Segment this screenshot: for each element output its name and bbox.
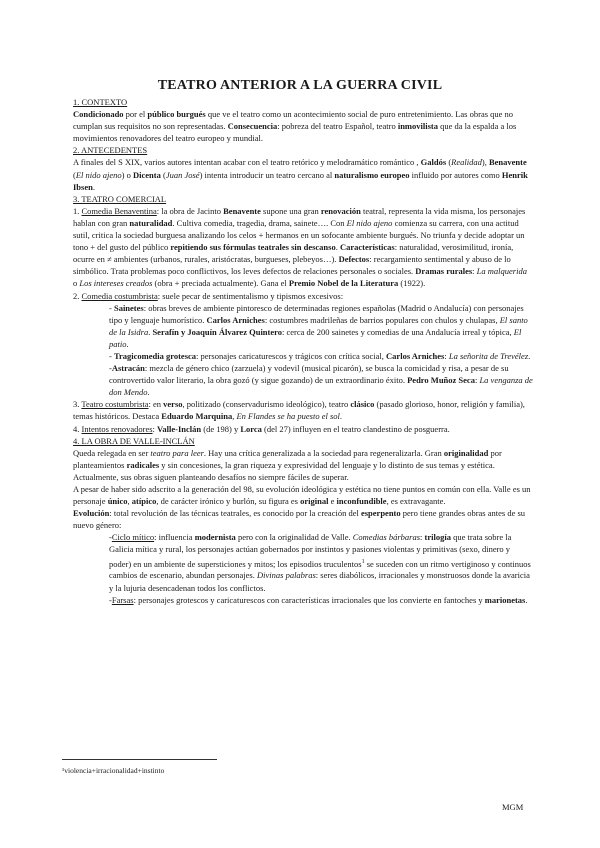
paragraph-contexto: Condicionado por el público burgués que ve el teatro como un acontecimiento social de puro entretenimiento. Las obras que no cumplan sus requisitos no son representadas. Consecuencia: pobreza del teatro Español, teatro inmovilista que da la espalda a los movimientos renovadores del teatro europeo y mundial. <box>73 109 517 144</box>
paragraph-intentos-renovadores: 4. Intentos renovadores: Valle-Inclán (de 198) y Lorca (del 27) influyen en el teatro clandestino de posguerra. <box>73 423 450 434</box>
section-heading-contexto: 1. CONTEXTO <box>73 97 128 107</box>
paragraph-teatro-costumbrista: 3. Teatro costumbrista: en verso, politizado (conservadurismo ideológico), teatro clásico (pasado glorioso, honor, religión y familia), temas históricos. Destaca Eduardo Marquina, En Flandes se ha puesto el sol. <box>73 399 525 422</box>
paragraph-farsas: -Farsas: personajes grotescos y caricaturescos con características irracionales que los convierte en fantoches y marionetas. <box>109 594 528 605</box>
section-heading-teatro-comercial: 3. TEATRO COMERCIAL <box>73 193 167 204</box>
section-heading-antecedentes: 2. ANTECEDENTES <box>73 145 148 156</box>
document-body <box>73 96 533 606</box>
paragraph-antecedentes: A finales del S XIX, varios autores intentan acabar con el teatro retórico y melodramático romántico , Galdós (Realidad), Benavente (El nido ajeno) o Dicenta (Juan José) intenta introducir un teatro cercano al naturalismo europeo influido por autores como Henrik Ibsen. <box>73 157 528 192</box>
paragraph-comedia-costumbrista: 2. Comedia costumbrista: suele pecar de sentimentalismo y tipismos excesivos: <box>73 290 344 301</box>
footnote-separator <box>62 759 217 760</box>
paragraph-comedia-benaventina: 1. Comedia Benaventina: la obra de Jacinto Benavente supone una gran renovación teatral, representa la vida misma, los personajes hablan con gran naturalidad. Cultiva comedia, tragedia, drama, sainete…. Con El nido ajeno comienza su carrera, con una actitud sutil, critica la sociedad burguesa analizando los celos + hermanos en un sofocante ambiente burgués. No triunfa y decide adoptar un tono + del gusto del público repitiendo sus fórmulas teatrales sin descanso. Características: naturalidad, verosimilitud, ironía, ocurre en ≠ ambientes (urbanos, rurales, aristócratas, burgueses, plebeyos…). Defectos: recargamiento sentimental y abuso de lo simbólico. Trata problemas poco conflictivos, los leves defectos de relaciones personales o sociales. Dramas rurales: La malquerida o Los intereses creados (obra + preciada actualmente). Gana el Premio Nobel de la Literatura (1922). <box>73 205 527 289</box>
paragraph-valle-evolucion: Evolución: total revolución de las técnicas teatrales, es conocido por la creación del esperpento pero tiene grandes obras antes de su nuevo género: <box>73 508 526 531</box>
paragraph-valle-intro: Queda relegada en ser teatro para leer. Hay una crítica generalizada a la sociedad para regeneralizarla. Gran originalidad por planteamientos radicales y sin concesiones, la gran riqueza y expresividad del lenguaje y lo distinto de sus temas y estética. Actualmente, sus obras siguen planteando desafíos no siempre fáciles de superar. <box>73 447 502 482</box>
paragraph-astracan: -Astracán: mezcla de género chico (zarzuela) y vodevil (musical picarón), se busca la comicidad y risa, a pesar de su controvertido valor literario, la obra gozó (y sigue gozando) de un extraordinario éxito. Pedro Muñoz Seca: La venganza de don Mendo. <box>109 363 533 398</box>
paragraph-tragicomedia: - Tragicomedia grotesca: personajes caricaturescos y trágicos con crítica social, Carlos Arniches: La señorita de Trevélez. <box>109 350 531 361</box>
paragraph-valle-generacion: A pesar de haber sido adscrito a la generación del 98, su evolución ideológica y estética no tiene puntos en común con ella. Valle es un personaje único, atípico, de carácter irónico y burlón, su figura es original e inconfundible, es extravagante. <box>73 484 531 507</box>
paragraph-sainetes: - Sainetes: obras breves de ambiente pintoresco de determinadas regiones españolas (Madrid o Andalucía) con personajes tipo y lenguaje humorístico. Carlos Arniches: costumbres madrileñas de barrios populares con chulos y chulapas, El santo de la Isidra. Serafín y Joaquín Álvarez Quintero: cerca de 200 sainetes y comedias de una Andalucía irreal y tópica, El patio. <box>109 302 528 349</box>
footer-initials: MGM <box>502 802 524 812</box>
document-title: TEATRO ANTERIOR A LA GUERRA CIVIL <box>157 78 443 93</box>
footnote: ¹violencia+irracionalidad+instinto <box>62 766 165 775</box>
paragraph-ciclo-mitico: -Ciclo mítico: influencia modernista pero con la originalidad de Valle. Comedias bárbaras: trilogía que trata sobre la Galicia mítica y rural, los personajes actúan gobernados por instintos y pasiones violentas y primitivas (sexo, dinero y poder) en un ambiente de supersticiones y mitos; los episodios truculentos$^1$ se suceden con un ritmo vertiginoso y continuos cambios de escenario, abundan personajes. Divinas palabras: seres diabólicos, irracionales y monstruosos donde la avaricia y la lujuria desencadenan todos los conflictos. <box>109 532 531 593</box>
section-heading-valle-inclan: 4. LA OBRA DE VALLE-INCLÁN <box>73 435 195 446</box>
